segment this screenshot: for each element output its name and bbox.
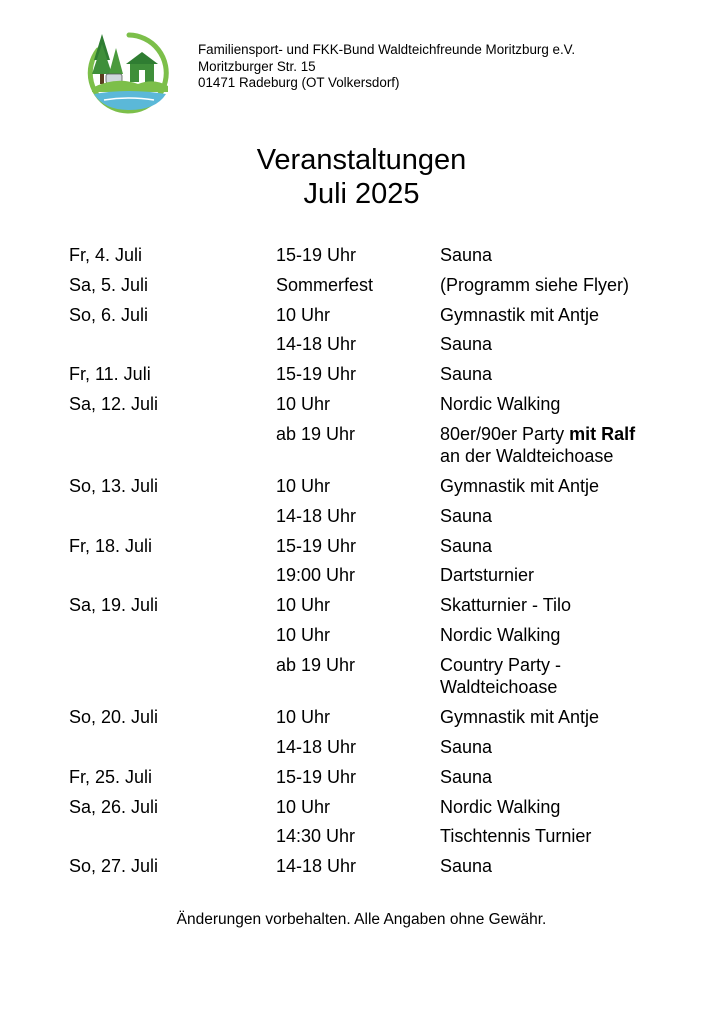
organization-street: Moritzburger Str. 15 bbox=[198, 58, 316, 74]
event-title: Sauna bbox=[440, 505, 493, 526]
event-row bbox=[69, 796, 669, 819]
event-title: Gymnastik mit Antje bbox=[440, 707, 600, 728]
event-date bbox=[69, 505, 276, 528]
event-title: Sauna bbox=[440, 535, 493, 556]
event-title-bold: mit Ralf bbox=[569, 423, 636, 444]
event-date: Fr, 11. Juli bbox=[69, 364, 151, 385]
event-schedule bbox=[69, 244, 669, 885]
event-title: Nordic Walking bbox=[440, 393, 561, 414]
event-title: Sauna bbox=[440, 766, 493, 787]
event-time: 10 Uhr bbox=[276, 707, 331, 728]
event-date bbox=[69, 333, 276, 356]
event-time: 14-18 Uhr bbox=[276, 736, 357, 757]
event-date: Sa, 19. Juli bbox=[69, 595, 159, 616]
event-description bbox=[440, 535, 680, 558]
event-title: Sauna bbox=[440, 245, 493, 265]
event-time: 15-19 Uhr bbox=[276, 766, 357, 787]
event-date: Fr, 4. Juli bbox=[69, 245, 143, 265]
event-description bbox=[440, 274, 680, 297]
event-date: Sa, 12. Juli bbox=[69, 393, 159, 414]
event-date: Sa, 26. Juli bbox=[69, 796, 159, 817]
event-row bbox=[69, 505, 669, 528]
event-description bbox=[440, 855, 680, 878]
event-row bbox=[69, 594, 669, 617]
event-title: 80er/90er Party bbox=[440, 423, 565, 444]
event-time: 15-19 Uhr bbox=[276, 245, 357, 265]
event-time: 10 Uhr bbox=[276, 476, 331, 497]
event-description bbox=[440, 393, 680, 416]
event-date: So, 6. Juli bbox=[69, 304, 149, 325]
event-date: Fr, 25. Juli bbox=[69, 766, 153, 787]
event-row bbox=[69, 654, 669, 699]
event-row bbox=[69, 736, 669, 759]
event-description bbox=[440, 304, 680, 327]
event-title: Gymnastik mit Antje bbox=[440, 476, 600, 497]
event-title: Skatturnier - Tilo bbox=[440, 595, 572, 616]
event-title: Sauna bbox=[440, 856, 493, 877]
event-title: Dartsturnier bbox=[440, 565, 535, 586]
event-row bbox=[69, 706, 669, 729]
event-row bbox=[69, 624, 669, 647]
event-time: 14-18 Uhr bbox=[276, 856, 357, 877]
event-row bbox=[69, 304, 669, 327]
event-title: Tischtennis Turnier bbox=[440, 826, 592, 847]
event-description bbox=[440, 564, 680, 587]
event-description bbox=[440, 796, 680, 819]
event-time: 15-19 Uhr bbox=[276, 364, 357, 385]
event-time: 10 Uhr bbox=[276, 304, 331, 325]
event-time: 14:30 Uhr bbox=[276, 826, 356, 847]
event-description bbox=[440, 736, 680, 759]
event-row bbox=[69, 244, 669, 267]
event-date bbox=[69, 564, 276, 587]
event-description bbox=[440, 333, 680, 356]
event-description bbox=[440, 706, 680, 729]
event-row bbox=[69, 475, 669, 498]
event-description bbox=[440, 825, 680, 848]
page-title bbox=[0, 143, 723, 211]
event-title: Nordic Walking bbox=[440, 796, 561, 817]
organization-address bbox=[198, 42, 575, 92]
event-description bbox=[440, 475, 680, 498]
event-row bbox=[69, 333, 669, 356]
event-description bbox=[440, 423, 680, 468]
event-title: Sauna bbox=[440, 334, 493, 355]
title-line-1: Veranstaltungen bbox=[256, 144, 467, 176]
event-title: Sauna bbox=[440, 736, 493, 757]
event-description bbox=[440, 766, 680, 789]
event-description bbox=[440, 363, 680, 386]
event-row bbox=[69, 363, 669, 386]
event-row bbox=[69, 274, 669, 297]
event-time: 14-18 Uhr bbox=[276, 505, 357, 526]
event-date bbox=[69, 654, 276, 699]
organization-city: 01471 Radeburg (OT Volkersdorf) bbox=[198, 75, 400, 90]
event-title-line-2: an der Waldteichoase bbox=[440, 446, 614, 467]
event-row bbox=[69, 855, 669, 878]
event-time: 10 Uhr bbox=[276, 393, 331, 414]
title-line-2: Juli 2025 bbox=[303, 178, 420, 210]
event-title: Country Party - bbox=[440, 654, 562, 675]
event-row bbox=[69, 564, 669, 587]
event-date: Sa, 5. Juli bbox=[69, 274, 149, 295]
event-description bbox=[440, 594, 680, 617]
event-time: ab 19 Uhr bbox=[276, 654, 356, 675]
event-title-line-2: Waldteichoase bbox=[440, 677, 558, 698]
event-date bbox=[69, 423, 276, 468]
event-date: So, 27. Juli bbox=[69, 856, 159, 877]
event-row bbox=[69, 393, 669, 416]
event-date: So, 20. Juli bbox=[69, 707, 159, 728]
event-title: Nordic Walking bbox=[440, 625, 561, 646]
event-row bbox=[69, 535, 669, 558]
disclaimer: Änderungen vorbehalten. Alle Angaben ohne Gewähr. bbox=[176, 911, 547, 928]
event-description bbox=[440, 505, 680, 528]
event-date bbox=[69, 825, 276, 848]
event-row bbox=[69, 423, 669, 468]
event-description bbox=[440, 244, 680, 267]
event-row bbox=[69, 825, 669, 848]
event-title: Gymnastik mit Antje bbox=[440, 304, 600, 325]
event-time: Sommerfest bbox=[276, 274, 374, 295]
event-time: ab 19 Uhr bbox=[276, 423, 356, 444]
event-time: 10 Uhr bbox=[276, 796, 331, 817]
event-date: So, 13. Juli bbox=[69, 476, 159, 497]
event-date: Fr, 18. Juli bbox=[69, 535, 153, 556]
event-time: 10 Uhr bbox=[276, 625, 331, 646]
event-date bbox=[69, 736, 276, 759]
event-row bbox=[69, 766, 669, 789]
event-description bbox=[440, 654, 680, 699]
organization-name: Familiensport- und FKK-Bund Waldteichfreunde Moritzburg e.V. bbox=[198, 42, 576, 57]
event-time: 10 Uhr bbox=[276, 595, 331, 616]
event-time: 19:00 Uhr bbox=[276, 565, 356, 586]
club-logo bbox=[86, 30, 172, 116]
event-title: (Programm siehe Flyer) bbox=[440, 274, 630, 295]
event-description bbox=[440, 624, 680, 647]
event-time: 14-18 Uhr bbox=[276, 334, 357, 355]
event-date bbox=[69, 624, 276, 647]
event-time: 15-19 Uhr bbox=[276, 535, 357, 556]
event-title: Sauna bbox=[440, 364, 493, 385]
